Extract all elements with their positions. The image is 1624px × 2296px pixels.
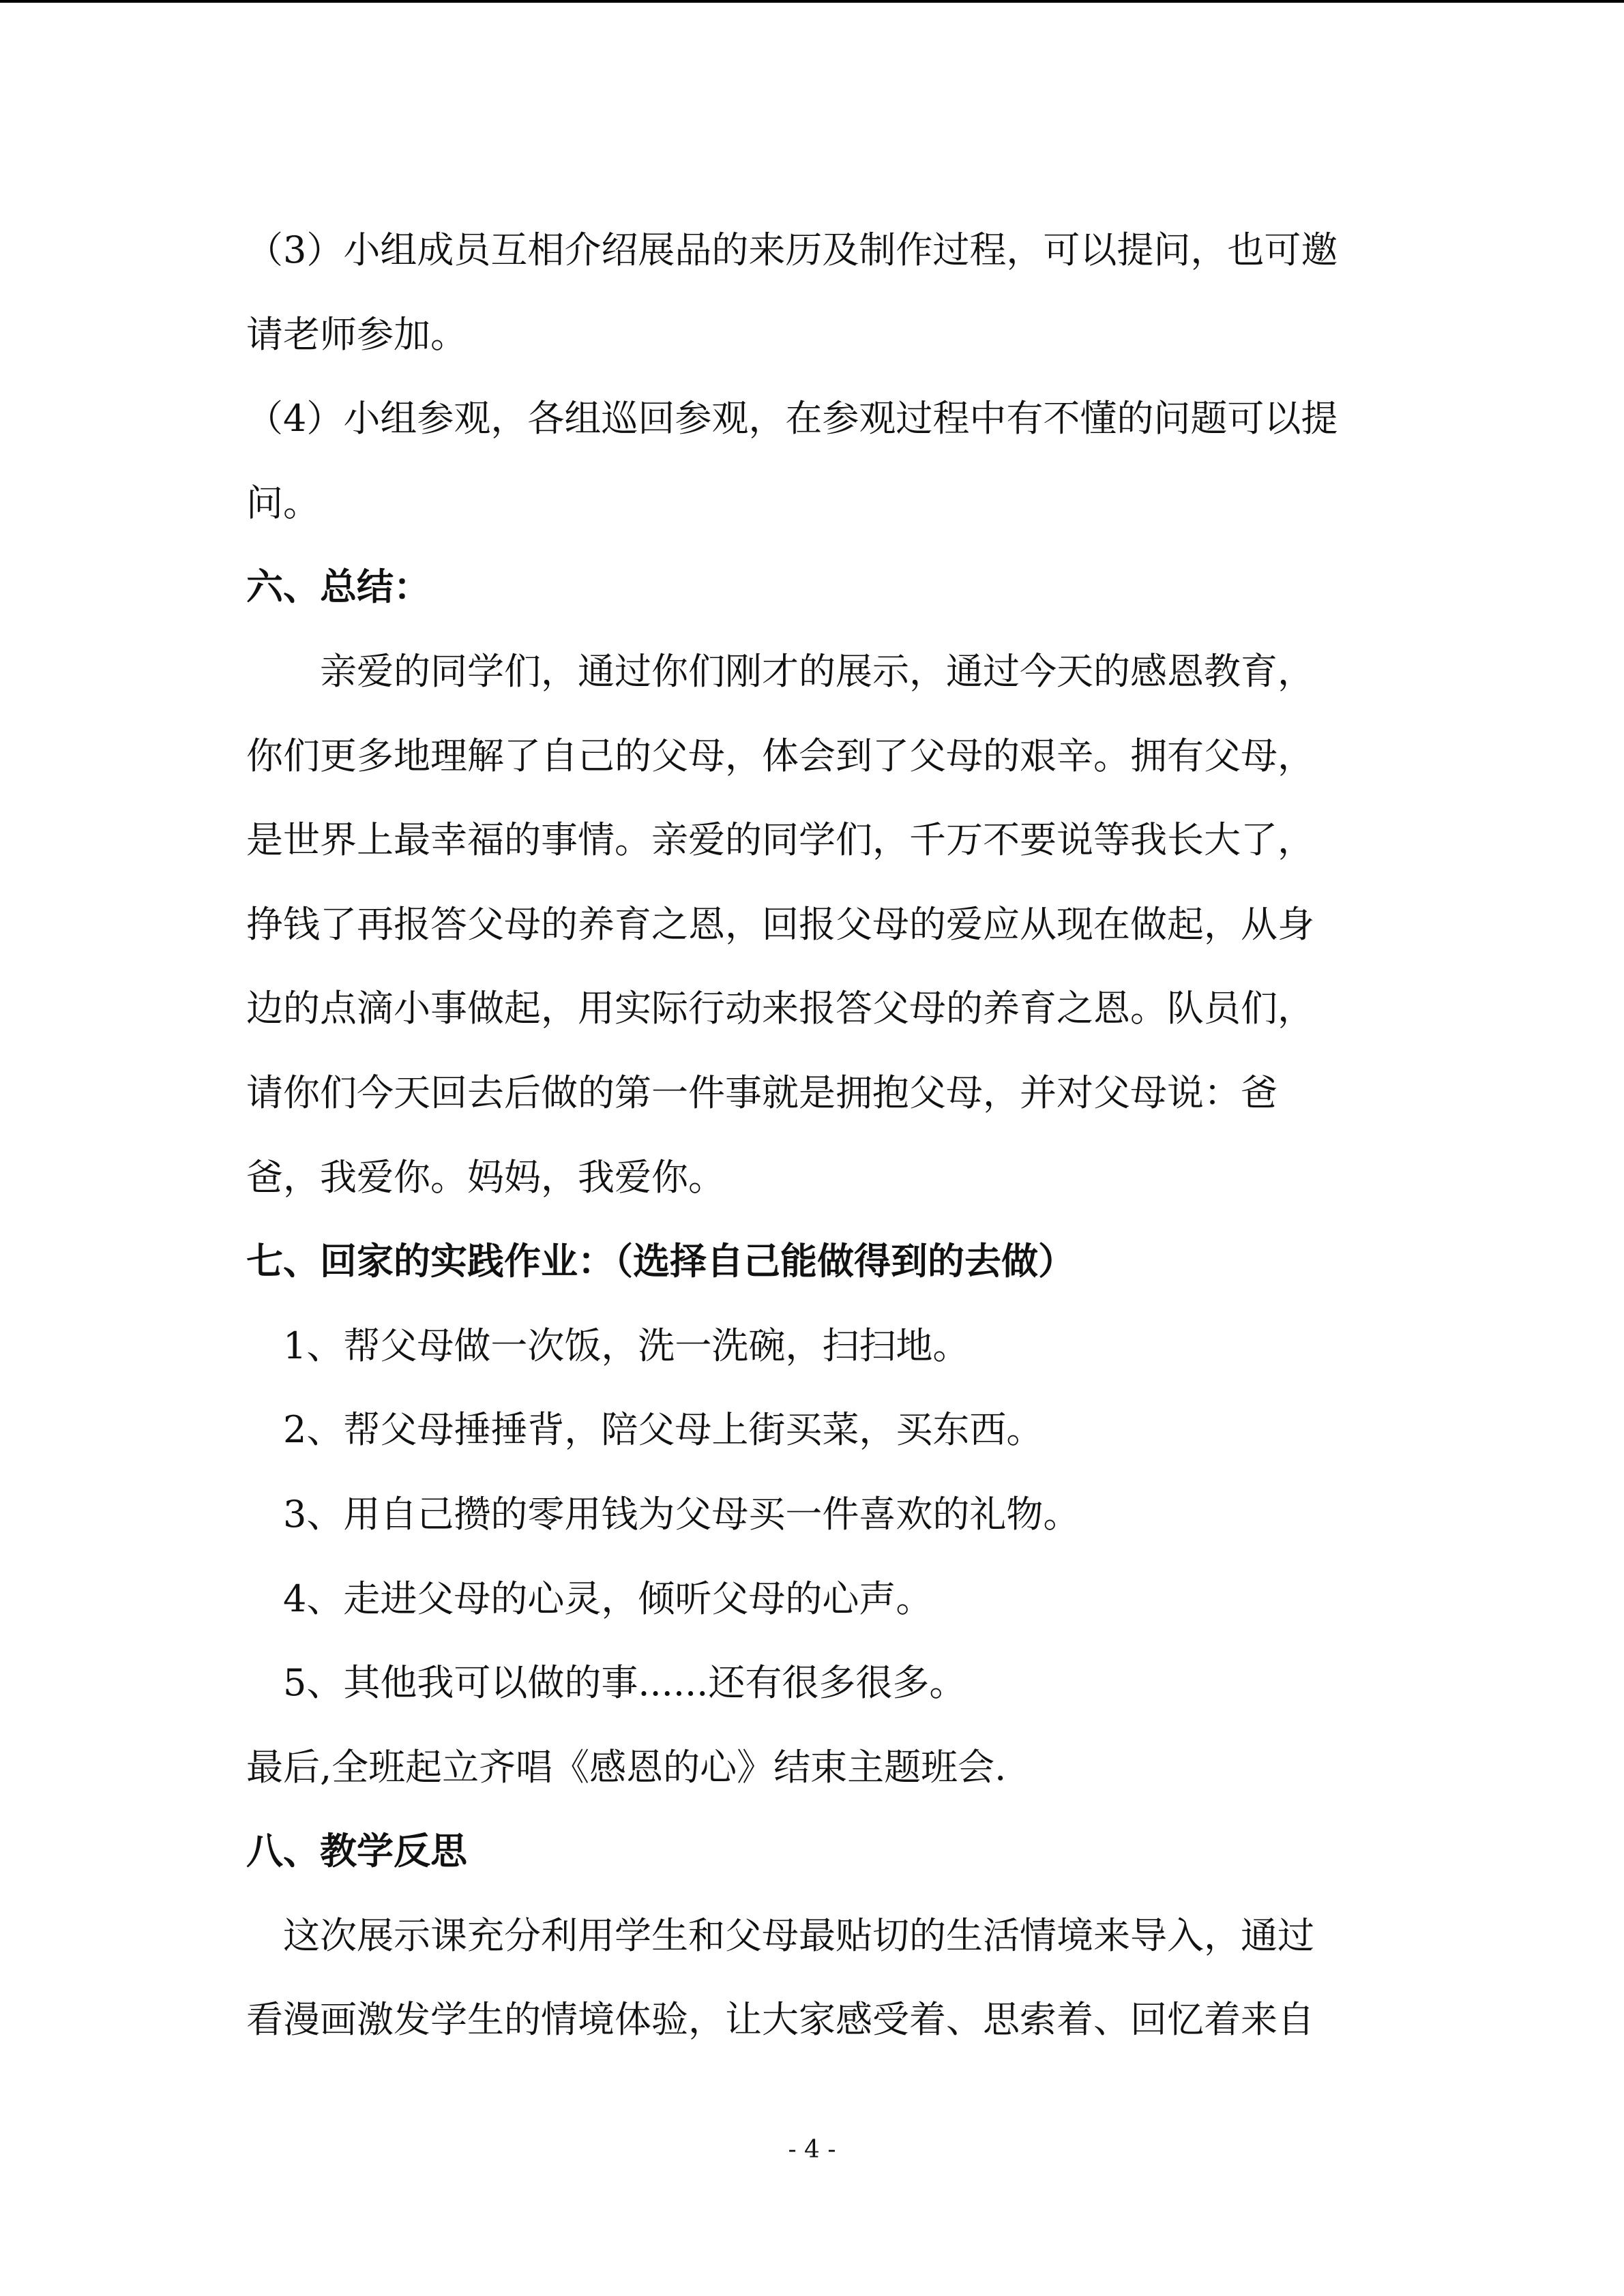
section-heading-homework: 七、回家的实践作业：（选择自己能做得到的去做） xyxy=(246,1239,1075,1283)
body-line: 问。 xyxy=(246,481,320,524)
body-line: 请你们今天回去后做的第一件事就是拥抱父母，并对父母说：爸 xyxy=(246,1071,1278,1114)
list-item: 3、用自己攒的零用钱为父母买一件喜欢的礼物。 xyxy=(283,1492,1080,1536)
document-page xyxy=(246,208,1378,2062)
body-line: 请老师参加。 xyxy=(246,312,467,356)
body-line: 这次展示课充分利用学生和父母最贴切的生活情境来导入，通过 xyxy=(283,1913,1314,1957)
body-line: 你们更多地理解了自己的父母，体会到了父母的艰辛。拥有父母， xyxy=(246,734,1314,777)
body-line: （4）小组参观，各组巡回参观，在参观过程中有不懂的问题可以提 xyxy=(246,397,1338,441)
section-heading-reflection: 八、教学反思 xyxy=(246,1829,467,1873)
list-item: 2、帮父母捶捶背，陪父母上街买菜，买东西。 xyxy=(283,1408,1044,1452)
body-line: （3）小组成员互相介绍展品的来历及制作过程，可以提问，也可邀 xyxy=(246,228,1338,271)
page-number: - 4 - xyxy=(788,2136,836,2164)
body-line: 挣钱了再报答父母的养育之恩，回报父母的爱应从现在做起，从身 xyxy=(246,902,1314,946)
section-heading-summary: 六、总结： xyxy=(246,565,430,609)
list-item: 5、其他我可以做的事......还有很多很多。 xyxy=(283,1661,966,1705)
list-item: 4、走进父母的心灵，倾听父母的心声。 xyxy=(283,1577,933,1620)
body-line: 亲爱的同学们，通过你们刚才的展示，通过今天的感恩教育， xyxy=(320,649,1314,693)
body-line: 是世界上最幸福的事情。亲爱的同学们，千万不要说等我长大了， xyxy=(246,818,1314,862)
body-line: 最后,全班起立齐唱《感恩的心》结束主题班会. xyxy=(246,1745,1007,1789)
body-line: 边的点滴小事做起，用实际行动来报答父母的养育之恩。队员们， xyxy=(246,987,1314,1030)
page-top-border xyxy=(0,0,1624,3)
list-item: 1、帮父母做一次饭，洗一洗碗，扫扫地。 xyxy=(283,1324,970,1367)
body-line: 看漫画激发学生的情境体验，让大家感受着、思索着、回忆着来自 xyxy=(246,1998,1314,2042)
body-line: 爸，我爱你。妈妈，我爱你。 xyxy=(246,1155,725,1199)
